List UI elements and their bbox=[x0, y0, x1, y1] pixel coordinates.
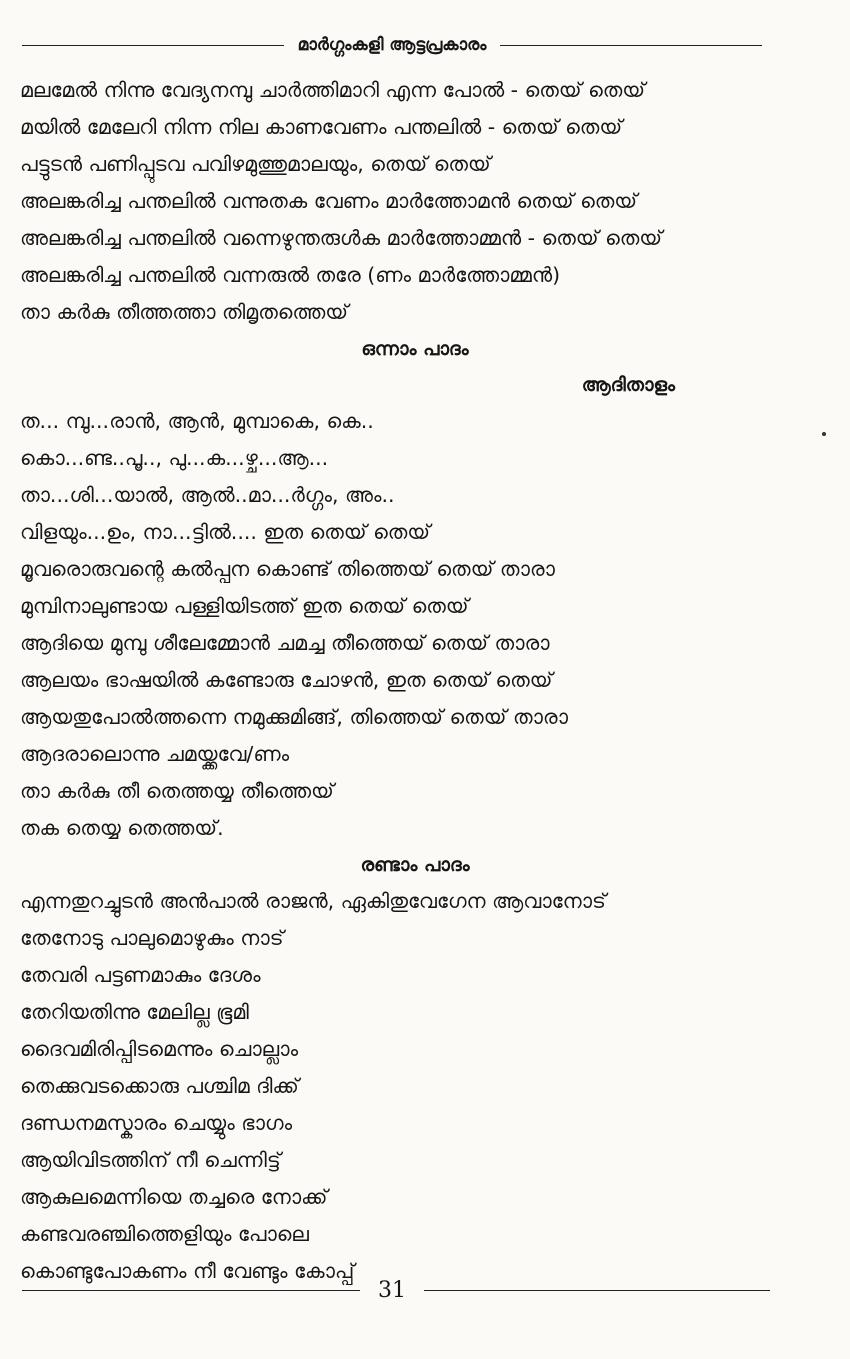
verse-line: തേറിയതിന്നു മേലില്ല ഭൂമി bbox=[20, 1000, 249, 1024]
verse-line: തേനോടു പാലുമൊഴുകും നാട് bbox=[20, 926, 284, 950]
raga-label: ആദിതാളം bbox=[581, 374, 675, 396]
verse-line: മയിൽ മേലേറി നിന്ന നില കാണവേണം പന്തലിൽ - തെയ് തെയ് bbox=[20, 115, 623, 139]
footer-rule-right bbox=[424, 1290, 770, 1291]
verse-line: താ...ശി...യാൽ, ആൽ..മാ...ർഗ്ഗം, അം.. bbox=[20, 483, 395, 507]
verse-line: ദൈവമിരിപ്പിടമെന്നും ചൊല്ലാം bbox=[20, 1037, 299, 1061]
verse-line: ത... മ്പു...രാൻ, ആൻ, മുമ്പാകെ, കെ.. bbox=[20, 409, 374, 433]
verse-line: അലങ്കരിച്ച പന്തലിൽ വന്നരുൽ തരേ (ണം മാർത്തോമ്മൻ) bbox=[20, 263, 561, 287]
header-rule-left bbox=[22, 45, 284, 46]
footer-rule-left bbox=[22, 1290, 360, 1291]
verse-line: ആലയം ഭാഷയിൽ കണ്ടോരു ചോഴൻ, ഇത തെയ് തെയ് bbox=[20, 668, 553, 692]
verse-line: കൊ...ണ്ട..പൂ.., പു...ക...ഴ്ച...ആ... bbox=[20, 446, 329, 470]
verse-line: തക തെയ്യ തെത്തയ്. bbox=[20, 816, 224, 840]
verse-line: പട്ടുടൻ പണിപ്പുടവ പവിഴമുത്തുമാലയും, തെയ് തെയ് bbox=[20, 152, 491, 176]
verse-line: താ കർകു തീത്തത്താ തിമൃതത്തെയ് bbox=[20, 300, 349, 324]
verse-line: ആകുലമെന്നിയെ തച്ചരെ നോക്ക് bbox=[20, 1185, 328, 1209]
section-heading-two: രണ്ടാം പാദം bbox=[360, 854, 470, 876]
verse-line: മുമ്പിനാലുണ്ടായ പള്ളിയിടത്ത് ഇത തെയ് തെയ് bbox=[20, 594, 469, 618]
verse-line: എന്നതുറച്ചുടൻ അൻപാൽ രാജൻ, ഏകിതുവേഗേന ആവാനോട് bbox=[20, 889, 606, 913]
verse-line: താ കർകു തീ തെത്തയ്യ തീത്തെയ് bbox=[20, 779, 334, 803]
page-number: 31 bbox=[378, 1277, 406, 1303]
section-heading-one: ഒന്നാം പാദം bbox=[361, 338, 469, 360]
verse-line: മലമേൽ നിന്നു വേദ്യനമ്പു ചാർത്തിമാറി എന്ന പോൽ - തെയ് തെയ് bbox=[20, 78, 646, 102]
verse-line: തേവരി പട്ടണമാകും ദേശം bbox=[20, 963, 261, 987]
verse-line: ആദരാലൊന്നു ചമയ്ക്കവേ/ണം bbox=[20, 742, 290, 766]
verse-line: കൊണ്ടുപോകണം നീ വേണ്ടും കോപ്പ് bbox=[20, 1259, 355, 1283]
verse-line: അലങ്കരിച്ച പന്തലിൽ വന്നെഴുന്തരുൾക മാർത്തോമ്മൻ - തെയ് തെയ് bbox=[20, 226, 663, 250]
print-speck bbox=[822, 432, 826, 436]
verse-line: വിളയും...ഉം, നാ...ട്ടിൽ.... ഇത തെയ് തെയ് bbox=[20, 520, 431, 544]
running-header-title: മാർഗ്ഗംകളി ആട്ടപ്രകാരം bbox=[297, 35, 487, 55]
verse-line: ദണ്ഡനമസ്കാരം ചെയ്യും ഭാഗം bbox=[20, 1111, 293, 1135]
page-body bbox=[20, 72, 810, 1290]
verse-line: തെക്കുവടക്കൊരു പശ്ചിമ ദിക്ക് bbox=[20, 1074, 299, 1098]
verse-line: കണ്ടവരഞ്ചിത്തെളിയും പോലെ bbox=[20, 1222, 309, 1246]
verse-line: മൂവരൊരുവന്റെ കൽപ്പന കൊണ്ട് തിത്തെയ് തെയ് താരാ bbox=[20, 557, 555, 581]
verse-line: ആദിയെ മുമ്പു ശീലേമ്മോൻ ചമച്ച തീത്തെയ് തെയ് താരാ bbox=[20, 631, 550, 655]
running-header bbox=[22, 30, 762, 60]
page-footer bbox=[22, 1272, 770, 1308]
verse-line: അലങ്കരിച്ച പന്തലിൽ വന്നുതക വേണം മാർത്തോമൻ തെയ് തെയ് bbox=[20, 189, 638, 213]
header-rule-right bbox=[500, 45, 762, 46]
verse-line: ആയിവിടത്തിന് നീ ചെന്നിട്ട് bbox=[20, 1148, 281, 1172]
verse-line: ആയതുപോൽത്തന്നെ നമുക്കുമിങ്ങ്, തിത്തെയ് തെയ് താരാ bbox=[20, 705, 568, 729]
